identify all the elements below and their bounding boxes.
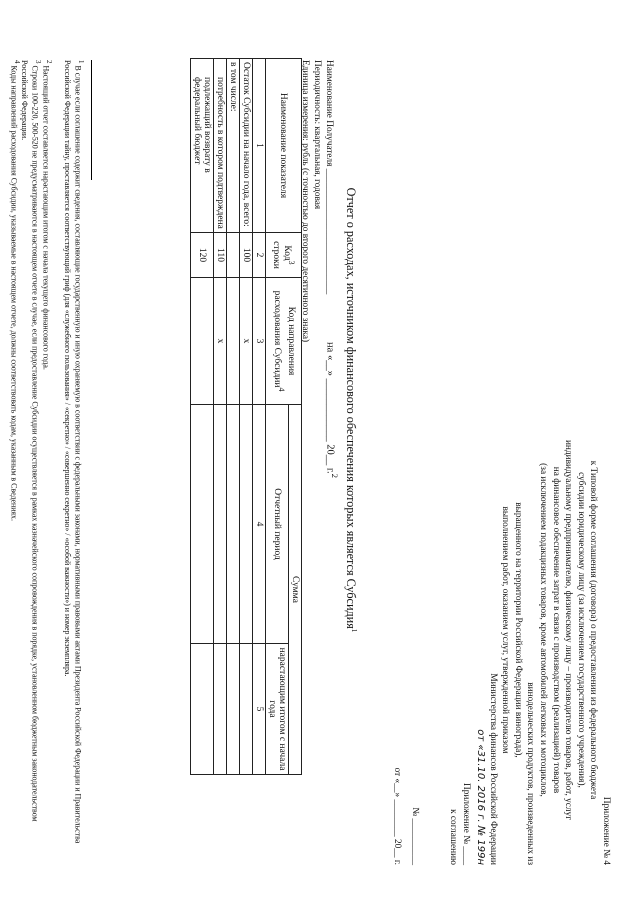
- header-direction-text: Код направления расходования Субсидии: [271, 290, 296, 388]
- row-period: [240, 405, 253, 644]
- footnote-number: 4: [13, 60, 21, 64]
- table-row: [214, 59, 227, 775]
- appendix-header: [473, 395, 612, 865]
- row-cumulative: [214, 644, 227, 775]
- header-sum: Сумма: [289, 405, 302, 775]
- appendix-line: выращенного на территории Российской Федерации винограда),: [512, 502, 523, 758]
- agreement-appendix-to: к соглашению: [448, 809, 459, 865]
- row-cumulative: [240, 644, 253, 775]
- header-code-text: Код: [281, 245, 292, 261]
- row-period: [191, 405, 214, 644]
- row-code: 120: [191, 233, 214, 278]
- row-period: [214, 405, 227, 644]
- footnote-ref: 1: [350, 628, 358, 633]
- order-date: от «31.10. 2016 г. № 199н: [475, 729, 487, 865]
- header-period: Отчетный период: [266, 405, 289, 644]
- appendix-line: Министерства финансов Российской Федерации: [487, 673, 498, 865]
- footnote-number: 2: [45, 60, 53, 64]
- col-number: 2: [253, 233, 266, 278]
- appendix-line: винодельческих продуктов, произведенных из: [525, 682, 536, 865]
- footnote-ref: 2: [330, 473, 340, 478]
- footnote-ref: 3: [286, 260, 296, 265]
- footnote-number: 1: [77, 60, 85, 64]
- footnote-divider: [91, 60, 92, 180]
- col-number: 4: [253, 405, 266, 644]
- row-name: в том числе:: [227, 59, 240, 233]
- footnote-text: Настоящий отчет составляется нарастающим итогом с начала текущего финансового года.: [41, 65, 51, 370]
- header-cumulative: нарастающим итогом с начала года: [266, 644, 289, 775]
- table-row: [191, 59, 214, 775]
- row-name: Остаток Субсидии на начало года, всего:: [240, 59, 253, 233]
- col-number: 1: [253, 59, 266, 233]
- appendix-line: индивидуальному предпринимателю, физическому лицу – производителю товаров, работ, услуг: [563, 439, 574, 821]
- table-row: [240, 59, 253, 775]
- row-code: 100: [240, 233, 253, 278]
- footnote-text: В случае если соглашение содержит сведения, составляющие государственную и иную охраняемую в соответствии с федеральными законами, нормативными правовыми актами Президента Российской Федерации и Правительства Российской Федерации тайну, проставляется соответствующий гриф (для «служебного пользования» / «секретно» / «совершенно секретно» / «особой важности») и номер экземпляра.: [63, 60, 83, 844]
- footnote-text: Строки 100-220, 500-520 не предусматриваются в настоящем отчете в случае, если предоставление Субсидии осуществляется в рамках казначейского сопровождения в порядке, установленном бюджетным законодательством Российской Федерации.: [20, 60, 40, 822]
- row-code: [227, 233, 240, 278]
- row-period: [227, 405, 240, 644]
- agreement-appendix: [447, 745, 472, 865]
- row-direction: [227, 278, 240, 405]
- row-name: потребность в котором подтверждена: [214, 59, 227, 233]
- footnote-ref: 4: [276, 387, 286, 392]
- row-cumulative: [191, 644, 214, 775]
- unit-of-measure: Единица измерения: рубль (с точностью до второго десятичного знака): [300, 60, 310, 343]
- report-table: [190, 58, 302, 775]
- header-code-text2: строки: [271, 241, 282, 269]
- footnote: [19, 60, 43, 860]
- row-name: подлежащий возврату в федеральный бюджет: [191, 59, 214, 233]
- footnote-text: Коды направлений расходования Субсидии, указываемые в настоящем отчете, должны соответствовать кодам, указанным в Сведениях.: [9, 65, 19, 521]
- column-numbers-row: [253, 59, 266, 775]
- footnote: [62, 60, 86, 860]
- header-direction: [266, 278, 302, 405]
- header-name: Наименование показателя: [266, 59, 302, 233]
- agreement-date: от «__» ________ 20__ г.: [392, 767, 402, 865]
- row-direction: x: [240, 278, 253, 405]
- report-date-text: на «__» ____________ 20__ г.: [324, 342, 336, 474]
- row-cumulative: [227, 644, 240, 775]
- col-number: 5: [253, 644, 266, 775]
- footnote-number: 3: [34, 60, 42, 64]
- report-title: [343, 60, 358, 760]
- appendix-number: Приложение № 4: [601, 796, 611, 865]
- appendix-line: (за исключением подакцизных товаров, кроме автомобилей легковых и мотоциклов,: [538, 463, 549, 797]
- header-code: [266, 233, 302, 278]
- appendix-line: на финансовое обеспечение затрат в связи с производством (реализацией) товаров: [550, 466, 561, 794]
- table-row: [227, 59, 240, 775]
- row-direction: [191, 278, 214, 405]
- agreement-appendix-number: Приложение № ____: [461, 782, 471, 865]
- row-direction: x: [214, 278, 227, 405]
- appendix-line: к Типовой форме соглашения (договора) о предоставлении из федерального бюджета: [588, 460, 599, 800]
- appendix-line: субсидии юридическому лицу (за исключением государственного учреждения),: [575, 472, 586, 788]
- col-number: 3: [253, 278, 266, 405]
- periodicity: Периодичность: квартальная, годовая: [312, 60, 322, 210]
- appendix-line: выполнением работ, оказанием услуг, утвержденной приказом: [500, 506, 511, 754]
- agreement-number: № __________: [410, 807, 420, 865]
- footnote: [8, 60, 22, 860]
- row-code: 110: [214, 233, 227, 278]
- report-title-text: Отчет о расходах, источником финансового обеспечения которых является Субсидия: [343, 187, 358, 629]
- recipient-label: Наименование Получателя ___________________________: [324, 60, 334, 295]
